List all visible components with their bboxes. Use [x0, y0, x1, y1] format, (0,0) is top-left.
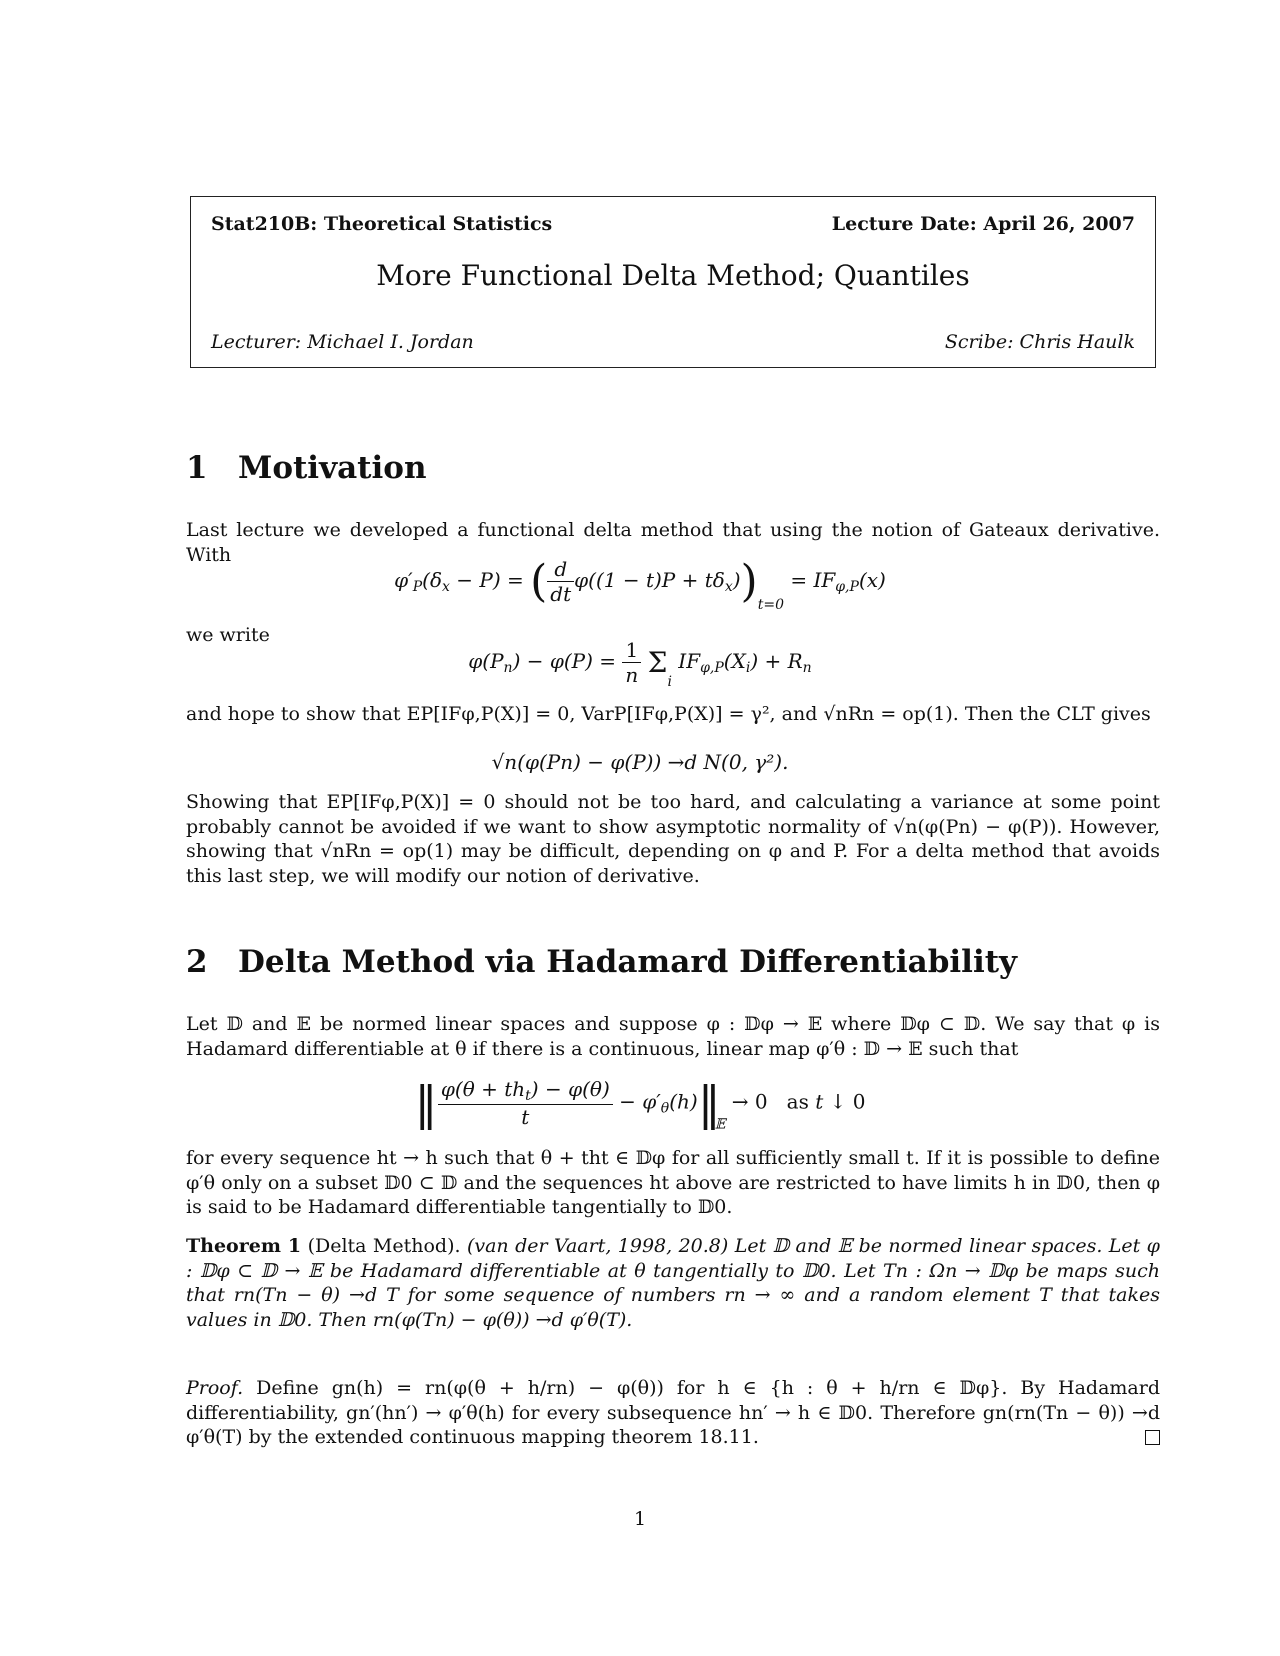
qed-square-icon — [1145, 1430, 1160, 1445]
theorem-1 — [186, 1234, 1160, 1332]
course-name: Stat210B: Theoretical Statistics — [211, 213, 553, 235]
lecture-header-box — [190, 196, 1156, 368]
equation-hadamard: ‖ $\frac{\varphi(\theta + th_t) - \varphi(\theta)}{t}$ − $\varphi'_\theta(h)‖_𝔼 \to 0$ as t ↓ 0 — [414, 1076, 866, 1133]
lecture-title: More Functional Delta Method; Quantiles — [376, 259, 970, 292]
proof-label: Proof. — [186, 1377, 244, 1399]
proof — [186, 1376, 1160, 1450]
theorem-text: (van der Vaart, 1998, 20.8) Let 𝔻 and 𝔼 be normed linear spaces. Let φ : 𝔻φ ⊂ 𝔻 → 𝔼 be Hadamard differentiable at θ tangentially to 𝔻0. Let Tn : Ωn → 𝔻φ be maps such that rn(Tn − θ) →d T for some sequence of numbers rn → ∞ and a random element T that takes values in 𝔻0. Then rn(φ(Tn) − φ(θ)) →d φ′θ(T). — [186, 1235, 1160, 1331]
we-write-text: we write — [186, 624, 270, 646]
section-2-number: 2 — [186, 944, 208, 980]
equation-expansion: $\varphi(P_n) - \varphi(P)$ = $\frac{1}{n}$ $\Sigma_i$ $IF_{\varphi,P}(X_i) + R_n$ — [468, 638, 812, 690]
section-2-paragraph-1: Let 𝔻 and 𝔼 be normed linear spaces and suppose φ : 𝔻φ → 𝔼 where 𝔻φ ⊂ 𝔻. We say that φ is Hadamard differentiable at θ if there is a continuous, linear map φ′θ : 𝔻 → 𝔼 such that — [186, 1013, 1160, 1060]
theorem-name: (Delta Method). — [307, 1235, 461, 1257]
lecturer: Lecturer: Michael I. Jordan — [211, 331, 474, 353]
proof-text: Define gn(h) = rn(φ(θ + h/rn) − φ(θ)) for h ∈ {h : θ + h/rn ∈ 𝔻φ}. By Hadamard differentiability, gn′(hn′) → φ′θ(h) for every subsequence hn′ → h ∈ 𝔻0. Therefore gn(rn(Tn − θ)) →d φ′θ(T) by the extended continuous mapping theorem 18.11. — [186, 1377, 1160, 1448]
equation-gateaux-derivative: $\varphi'_P(\delta_x - P)$ = ( $\frac{d}{dt}$ $\varphi((1 - t)P + t\delta_x))_{t=0} = IF_{\varphi,P}(x)$ — [394, 556, 886, 613]
lecture-date: Lecture Date: April 26, 2007 — [831, 213, 1135, 235]
page-number: 1 — [633, 1508, 647, 1530]
section-1-paragraph-1: Last lecture we developed a functional delta method that using the notion of Gateaux derivative. With — [186, 519, 1160, 566]
section-2-paragraph-2: for every sequence ht → h such that θ + tht ∈ 𝔻φ for all sufficiently small t. If it is possible to define φ′θ only on a subset 𝔻0 ⊂ 𝔻 and the sequences ht above are restricted to have limits h in 𝔻0, then φ is said to be Hadamard differentiable tangentially to 𝔻0. — [186, 1147, 1160, 1218]
equation-clt: √n(φ(Pn) − φ(P)) →d N(0, γ²). — [491, 750, 789, 774]
section-1-heading — [186, 450, 427, 486]
theorem-label: Theorem 1 — [186, 1235, 302, 1257]
section-2-title: Delta Method via Hadamard Differentiability — [238, 944, 1018, 980]
section-1-number: 1 — [186, 450, 208, 486]
scribe: Scribe: Chris Haulk — [944, 331, 1135, 353]
section-1-paragraph-2: and hope to show that EP[IFφ,P(X)] = 0, VarP[IFφ,P(X)] = γ², and √nRn = op(1). Then the CLT gives — [186, 703, 1151, 725]
section-1-title: Motivation — [238, 450, 427, 486]
section-2-heading — [186, 944, 1017, 980]
section-1-paragraph-3: Showing that EP[IFφ,P(X)] = 0 should not be too hard, and calculating a variance at some point probably cannot be avoided if we want to show asymptotic normality of √n(φ(Pn) − φ(P)). However, showing that √nRn = op(1) may be difficult, depending on φ and P. For a delta method that avoids this last step, we will modify our notion of derivative. — [186, 791, 1160, 887]
